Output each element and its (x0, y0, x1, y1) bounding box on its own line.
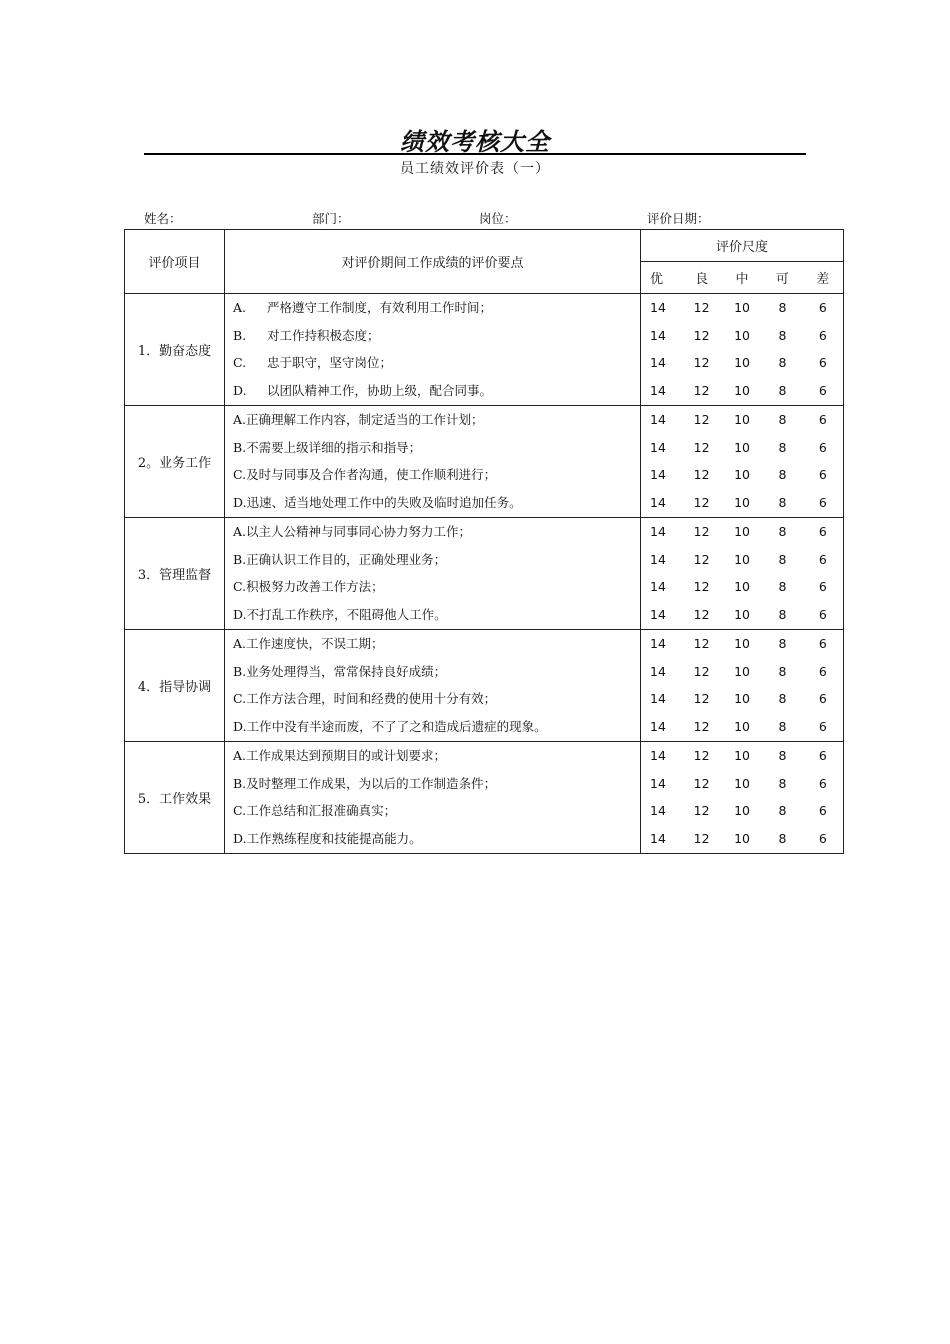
score-value: 10 (734, 579, 750, 594)
score-row (641, 489, 843, 517)
score-row (641, 461, 843, 489)
score-value: 12 (693, 494, 710, 510)
score-row (641, 601, 843, 629)
score-value: 14 (650, 467, 666, 482)
section-points (225, 518, 641, 630)
section-row (125, 294, 844, 406)
score-value: 12 (693, 748, 710, 763)
score-value: 14 (650, 775, 666, 791)
score-value: 8 (778, 803, 787, 818)
score-value: 8 (778, 412, 787, 427)
score-value: 8 (778, 327, 787, 343)
score-value: 14 (650, 636, 666, 651)
evaluation-point (225, 742, 640, 770)
evaluation-point (225, 601, 640, 629)
score-value: 10 (734, 494, 750, 510)
score-value: 8 (778, 439, 787, 455)
section-row (125, 630, 844, 742)
score-value: 8 (778, 691, 787, 706)
point-letter: A. (233, 748, 247, 763)
point-text: 以主人公精神与同事同心协力努力工作； (246, 524, 472, 539)
score-value: 14 (650, 355, 666, 370)
score-value: 14 (650, 803, 666, 818)
score-value: 14 (650, 524, 666, 539)
score-value: 8 (778, 355, 787, 370)
evaluation-point (225, 630, 640, 658)
score-value: 10 (734, 775, 750, 791)
section-category: 5．工作效果 (125, 742, 225, 854)
score-row (641, 349, 843, 377)
score-value: 8 (778, 775, 787, 791)
score-value: 10 (734, 355, 750, 370)
score-row (641, 825, 843, 853)
score-value: 6 (818, 691, 827, 706)
section-scores (641, 294, 844, 406)
score-value: 8 (778, 748, 787, 763)
score-value: 6 (818, 579, 827, 594)
score-value: 14 (650, 327, 666, 343)
point-text: 工作速度快，不误工期； (246, 636, 384, 651)
level-label: 中 (735, 272, 749, 287)
section-row (125, 742, 844, 854)
point-text: 迅速、适当地处理工作中的失败及临时追加任务。 (246, 494, 522, 510)
department-field-label: 部门： (312, 211, 350, 226)
score-value: 6 (818, 355, 827, 370)
score-value: 8 (778, 636, 787, 651)
score-value: 12 (693, 803, 710, 818)
evaluation-point (225, 518, 640, 546)
score-row (641, 434, 843, 462)
score-value: 6 (818, 524, 827, 539)
score-value: 12 (693, 439, 710, 455)
score-value: 12 (693, 355, 710, 370)
score-value: 6 (818, 830, 827, 846)
section-category: 2。业务工作 (125, 406, 225, 518)
evaluation-point (225, 349, 640, 377)
evaluation-point (225, 489, 640, 517)
evaluation-point (225, 797, 640, 825)
score-row (641, 322, 843, 350)
evaluation-point (225, 322, 640, 350)
score-value: 12 (693, 524, 710, 539)
evaluation-point (225, 406, 640, 434)
section-category: 1．勤奋态度 (125, 294, 225, 406)
score-value: 6 (818, 636, 827, 651)
point-text: 及时整理工作成果，为以后的工作制造条件； (246, 775, 497, 791)
point-text: 工作成果达到预期目的或计划要求； (246, 748, 447, 763)
point-text: 不打乱工作秩序，不阻碍他人工作。 (246, 606, 447, 622)
score-value: 14 (650, 606, 666, 622)
score-value: 10 (734, 551, 750, 567)
score-value: 14 (650, 663, 666, 679)
score-row (641, 770, 843, 798)
score-row (641, 406, 843, 434)
section-scores (641, 406, 844, 518)
section-scores (641, 742, 844, 854)
score-value: 14 (650, 579, 666, 594)
score-value: 6 (818, 718, 827, 734)
score-value: 10 (734, 467, 750, 482)
point-letter: A. (233, 412, 247, 427)
point-text: 正确理解工作内容，制定适当的工作计划； (246, 412, 484, 427)
score-row (641, 546, 843, 574)
section-points (225, 294, 641, 406)
table-body (125, 294, 844, 854)
score-value: 10 (734, 439, 750, 455)
score-value: 14 (650, 494, 666, 510)
title-underline (144, 153, 806, 155)
score-value: 6 (818, 382, 827, 398)
score-row (641, 377, 843, 405)
score-value: 6 (818, 467, 827, 482)
point-letter: B. (233, 775, 247, 791)
score-value: 8 (778, 606, 787, 622)
evaluation-date-field-label: 评价日期： (647, 211, 710, 226)
header-category: 评价项目 (125, 230, 225, 294)
score-value: 10 (734, 748, 750, 763)
score-value: 12 (693, 663, 710, 679)
point-text: 业务处理得当，常常保持良好成绩； (246, 663, 447, 679)
evaluation-point (225, 434, 640, 462)
score-value: 12 (693, 327, 710, 343)
score-value: 10 (734, 412, 750, 427)
score-value: 12 (693, 382, 710, 398)
point-letter: D. (233, 494, 247, 510)
score-row (641, 294, 843, 322)
level-label: 差 (816, 272, 830, 287)
section-points (225, 742, 641, 854)
evaluation-point (225, 713, 640, 741)
score-value: 12 (693, 636, 710, 651)
score-value: 10 (734, 636, 750, 651)
point-text: 积极努力改善工作方法； (246, 579, 384, 594)
level-label: 优 (650, 272, 664, 287)
point-letter: D. (233, 718, 247, 734)
score-value: 6 (818, 494, 827, 510)
score-value: 8 (778, 830, 787, 846)
point-letter: D. (233, 830, 247, 846)
header-points: 对评价期间工作成绩的评价要点 (225, 230, 641, 294)
score-value: 10 (734, 803, 750, 818)
point-letter: D. (233, 606, 247, 622)
score-value: 8 (778, 663, 787, 679)
score-row (641, 658, 843, 686)
point-text: 对工作持积极态度； (267, 327, 380, 343)
evaluation-point (225, 461, 640, 489)
point-text: 工作方法合理，时间和经费的使用十分有效； (246, 691, 497, 706)
score-value: 8 (778, 579, 787, 594)
evaluation-point (225, 294, 640, 322)
document-title: 绩效考核大全 (400, 128, 550, 156)
score-value: 8 (778, 494, 787, 510)
score-value: 14 (650, 748, 666, 763)
score-value: 8 (778, 718, 787, 734)
evaluation-table (124, 229, 844, 854)
header-levels (641, 262, 844, 294)
score-row (641, 630, 843, 658)
evaluation-point (225, 546, 640, 574)
point-letter: B. (233, 663, 247, 679)
score-value: 10 (734, 382, 750, 398)
level-label: 可 (775, 272, 789, 287)
score-value: 6 (818, 439, 827, 455)
point-text: 工作总结和汇报准确真实； (246, 803, 397, 818)
score-value: 6 (818, 300, 827, 315)
section-points (225, 630, 641, 742)
score-value: 8 (778, 300, 787, 315)
point-letter: A. (233, 636, 247, 651)
score-row (641, 797, 843, 825)
evaluation-point (225, 573, 640, 601)
form-subtitle: 员工绩效评价表（一） (400, 161, 550, 177)
point-text: 不需要上级详细的指示和指导； (246, 439, 422, 455)
point-text: 严格遵守工作制度，有效利用工作时间； (267, 300, 493, 315)
score-value: 6 (818, 327, 827, 343)
score-value: 8 (778, 551, 787, 567)
score-value: 12 (693, 606, 710, 622)
level-label: 良 (695, 272, 709, 287)
header-scale: 评价尺度 (641, 230, 844, 262)
score-value: 12 (693, 467, 710, 482)
score-value: 10 (734, 663, 750, 679)
score-value: 10 (734, 718, 750, 734)
point-letter: A. (233, 524, 247, 539)
score-row (641, 573, 843, 601)
point-letter: B. (233, 551, 247, 567)
score-value: 10 (734, 300, 750, 315)
score-value: 12 (693, 551, 710, 567)
section-category: 3．管理监督 (125, 518, 225, 630)
evaluation-point (225, 770, 640, 798)
score-value: 14 (650, 551, 666, 567)
score-value: 12 (693, 718, 710, 734)
point-text: 正确认识工作目的，正确处理业务； (246, 551, 447, 567)
score-value: 12 (693, 412, 710, 427)
evaluation-point (225, 658, 640, 686)
evaluation-point (225, 825, 640, 853)
section-row (125, 406, 844, 518)
point-letter: C. (233, 355, 247, 370)
score-value: 14 (650, 412, 666, 427)
score-value: 14 (650, 830, 666, 846)
section-scores (641, 630, 844, 742)
score-value: 6 (818, 748, 827, 763)
score-value: 10 (734, 691, 750, 706)
score-value: 6 (818, 775, 827, 791)
point-letter: C. (233, 467, 247, 482)
score-value: 10 (734, 830, 750, 846)
point-letter: B. (233, 439, 247, 455)
score-value: 10 (734, 327, 750, 343)
score-value: 12 (693, 579, 710, 594)
point-text: 忠于职守，坚守岗位； (267, 355, 393, 370)
score-value: 14 (650, 718, 666, 734)
point-letter: C. (233, 803, 247, 818)
point-text: 工作熟练程度和技能提高能力。 (246, 830, 422, 846)
score-row (641, 742, 843, 770)
score-value: 12 (693, 300, 710, 315)
point-letter: C. (233, 691, 247, 706)
score-value: 8 (778, 467, 787, 482)
point-text: 工作中没有半途而废，不了了之和造成后遗症的现象。 (246, 718, 547, 734)
point-letter: C. (233, 579, 247, 594)
point-letter: A. (233, 300, 247, 315)
point-letter: B. (233, 327, 247, 343)
name-field-label: 姓名： (144, 211, 182, 226)
section-row (125, 518, 844, 630)
point-text: 以团队精神工作，协助上级，配合同事。 (267, 382, 493, 398)
position-field-label: 岗位： (479, 211, 517, 226)
score-value: 10 (734, 606, 750, 622)
score-value: 6 (818, 551, 827, 567)
score-value: 14 (650, 300, 666, 315)
score-value: 6 (818, 606, 827, 622)
score-value: 6 (818, 412, 827, 427)
evaluation-point (225, 685, 640, 713)
score-value: 12 (693, 691, 710, 706)
score-row (641, 713, 843, 741)
score-value: 8 (778, 382, 787, 398)
score-row (641, 685, 843, 713)
section-points (225, 406, 641, 518)
point-letter: D. (233, 382, 247, 398)
section-category: 4．指导协调 (125, 630, 225, 742)
score-value: 6 (818, 803, 827, 818)
section-scores (641, 518, 844, 630)
score-value: 8 (778, 524, 787, 539)
score-value: 14 (650, 439, 666, 455)
score-row (641, 518, 843, 546)
evaluation-point (225, 377, 640, 405)
score-value: 10 (734, 524, 750, 539)
score-value: 12 (693, 775, 710, 791)
score-value: 6 (818, 663, 827, 679)
point-text: 及时与同事及合作者沟通，使工作顺利进行； (246, 467, 497, 482)
score-value: 14 (650, 691, 666, 706)
score-value: 14 (650, 382, 666, 398)
score-value: 12 (693, 830, 710, 846)
